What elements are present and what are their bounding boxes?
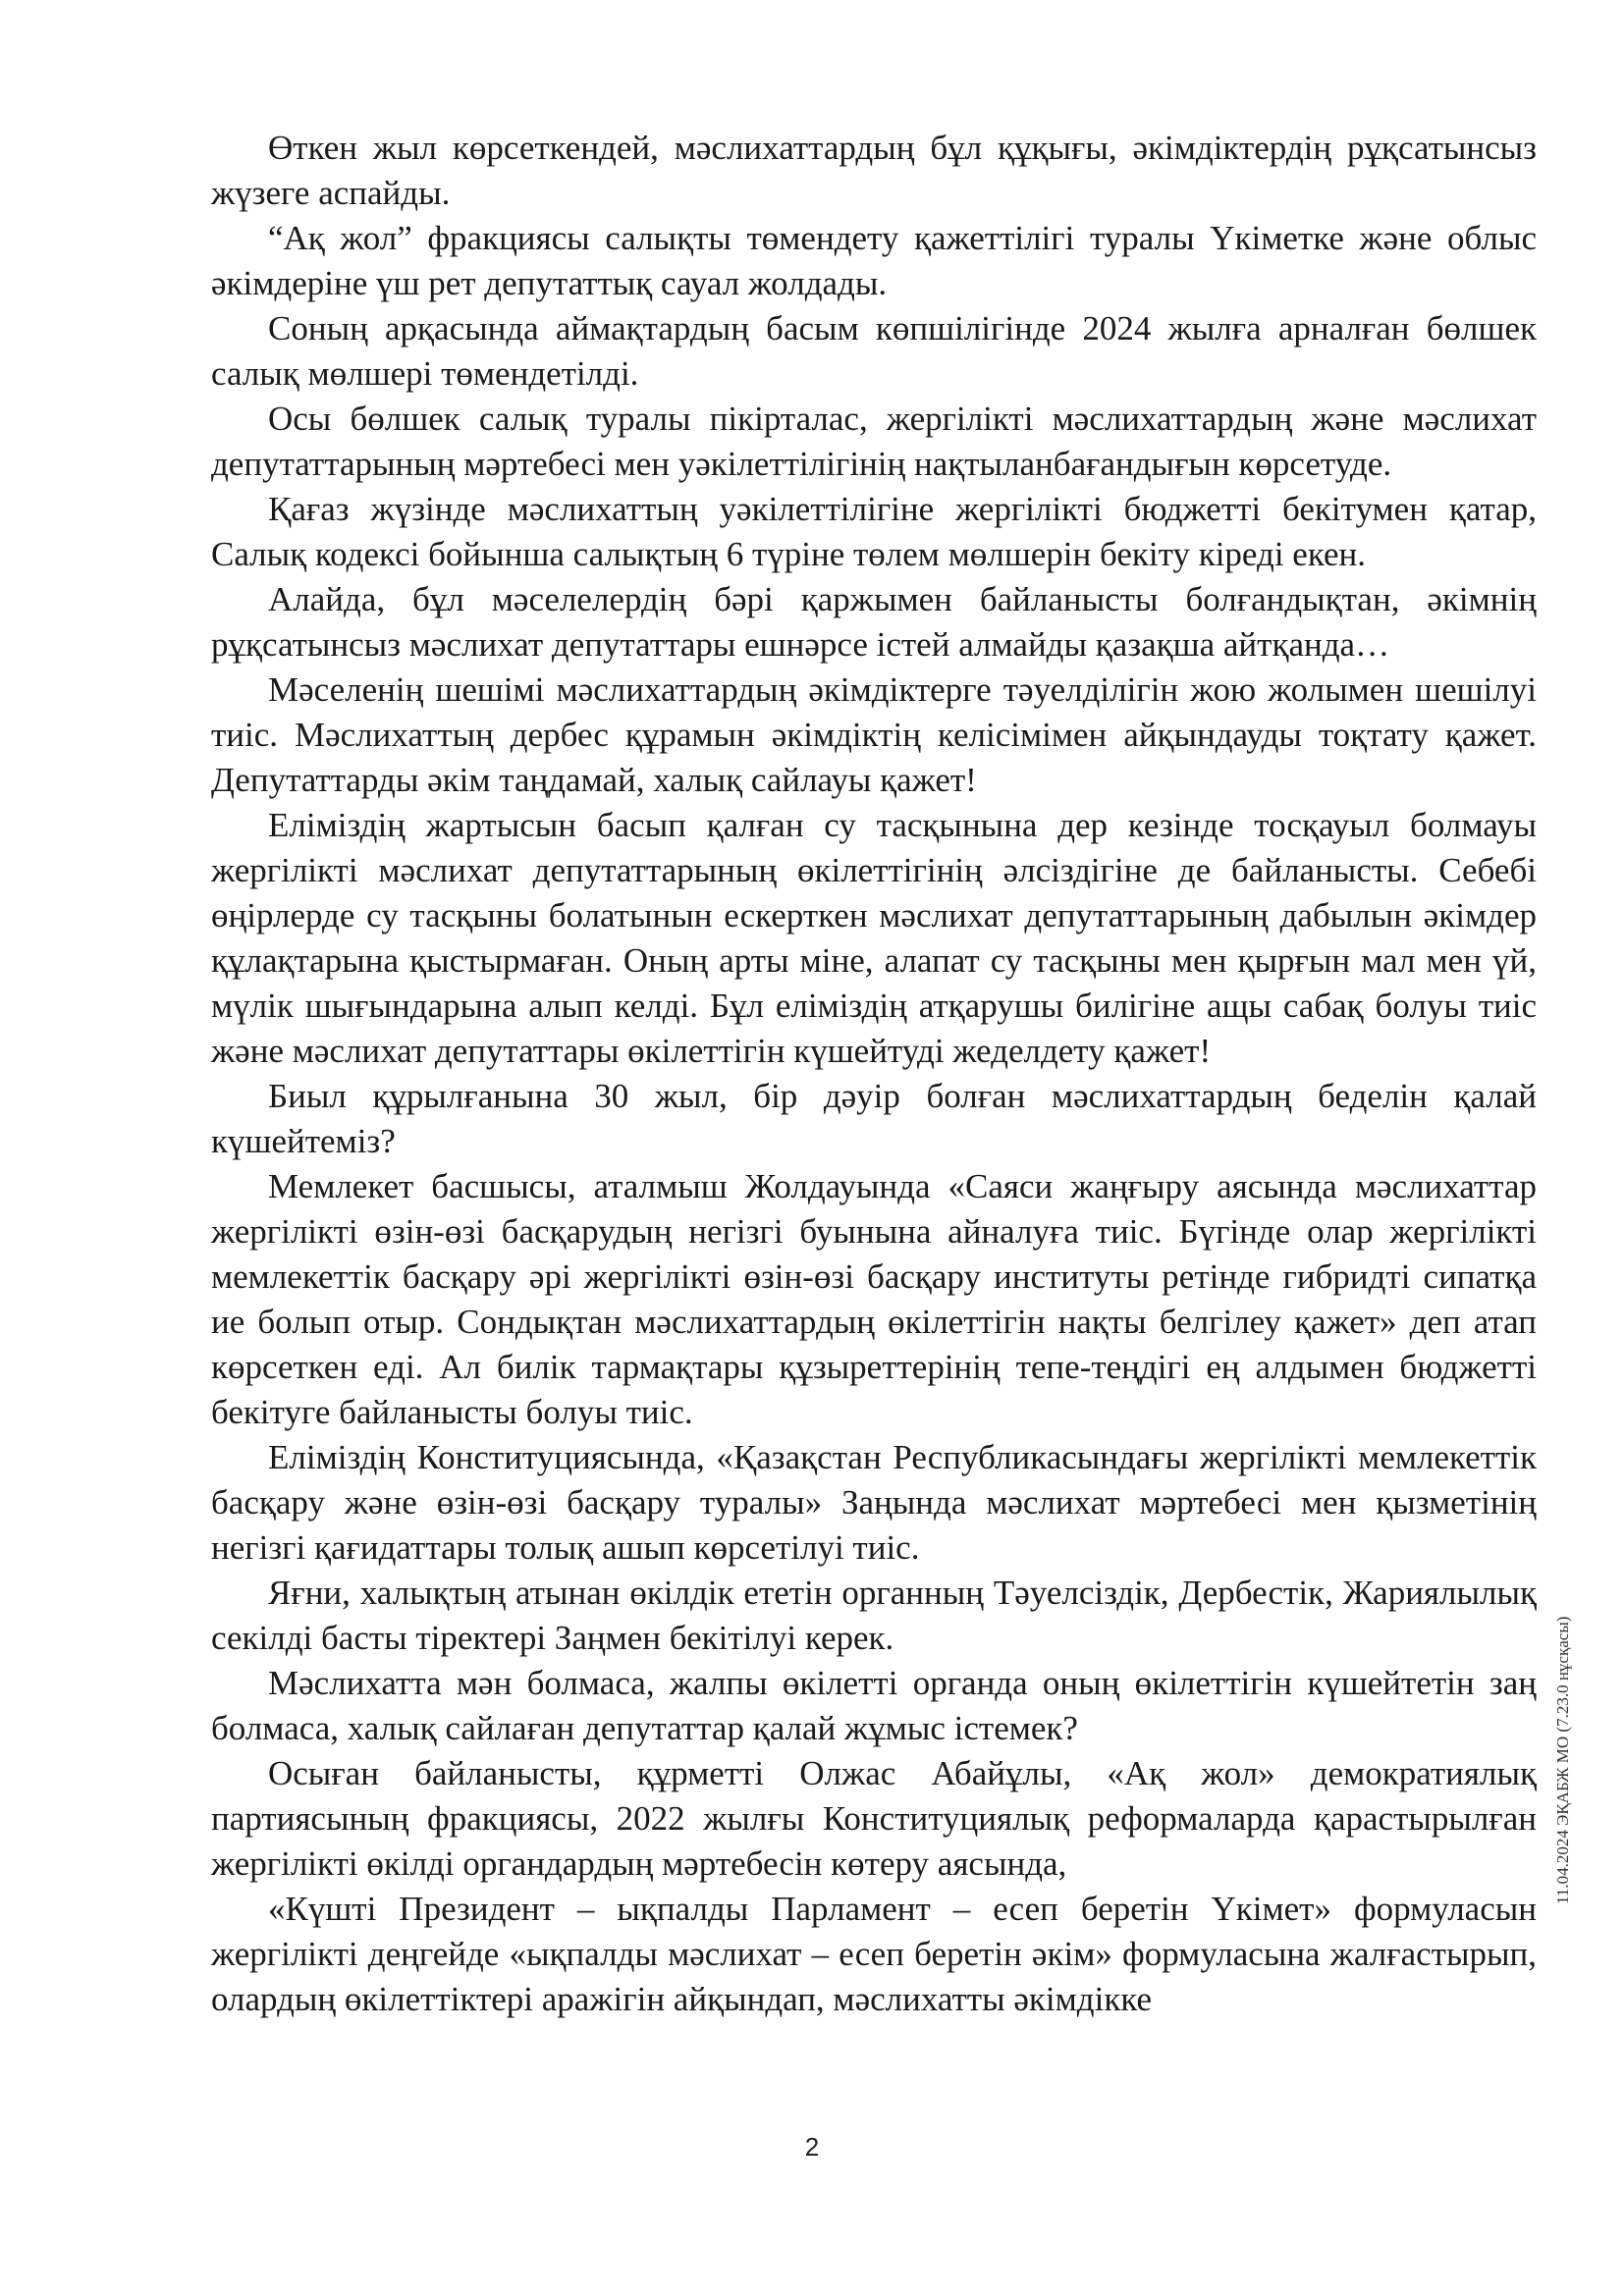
paragraph: «Күшті Президент – ықпалды Парламент – есеп беретін Үкімет» формуласын жергілікті деңгейде «ықпалды мәслихат – есеп беретін әкім» формуласына жалғастырып, олардың өкілеттіктері аражігін айқындап, мәслихатты әкімдікке <box>211 1890 1537 2018</box>
document-stamp: 11.04.2024 ЭҚАБЖ МО (7.23.0 нұсқасы) <box>1553 1616 1572 1904</box>
paragraph: Яғни, халықтың атынан өкілдік ететін органның Тәуелсіздік, Дербестік, Жариялылық секілді басты тіректері Заңмен бекітілуі керек. <box>211 1574 1537 1657</box>
paragraph: Соның арқасында аймақтардың басым көпшілігінде 2024 жылға арналған бөлшек салық мөлшері төмендетілді. <box>211 309 1537 393</box>
paragraph: Еліміздің Конституциясында, «Қазақстан Республикасындағы жергілікті мемлекеттік басқару және өзін-өзі басқару туралы» Заңында мәслихат мәртебесі мен қызметінің негізгі қағидаттары толық ашып көрсетілуі тиіс. <box>211 1438 1537 1567</box>
paragraph: “Ақ жол” фракциясы салықты төмендету қажеттілігі туралы Үкіметке және облыс әкімдеріне үш рет депутаттық сауал жолдады. <box>211 219 1537 302</box>
paragraph: Биыл құрылғанына 30 жыл, бір дәуір болған мәслихаттардың беделін қалай күшейтеміз? <box>211 1077 1537 1160</box>
paragraph: Осы бөлшек салық туралы пікірталас, жергілікті мәслихаттардың және мәслихат депутаттарының мәртебесі мен уәкілеттілігінің нақтыланбағандығын көрсетуде. <box>211 400 1537 483</box>
paragraph: Мемлекет басшысы, аталмыш Жолдауында «Саяси жаңғыру аясында мәслихаттар жергілікті өзін-өзі басқарудың негізгі буынына айналуға тиіс. Бүгінде олар жергілікті мемлекеттік басқару әрі жергілікті өзін-өзі басқару институты ретінде гибридті сипатқа ие болып отыр. Сондықтан мәслихаттардың өкілеттігін нақты белгілеу қажет» деп атап көрсеткен еді. Ал билік тармақтары құзыреттерінің тепе-теңдігі ең алдымен бюджетті бекітуге байланысты болуы тиіс. <box>211 1167 1537 1431</box>
paragraph: Алайда, бұл мәселелердің бәрі қаржымен байланысты болғандықтан, әкімнің рұқсатынсыз мәслихат депутаттары ешнәрсе істей алмайды қазақша айтқанда… <box>211 580 1537 664</box>
paragraph: Қағаз жүзінде мәслихаттың уәкілеттілігіне жергілікті бюджетті бекітумен қатар, Салық кодексі бойынша салықтың 6 түріне төлем мөлшерін бекіту кіреді екен. <box>211 490 1537 573</box>
paragraph: Мәслихатта мән болмаса, жалпы өкілетті органда оның өкілеттігін күшейтетін заң болмаса, халық сайлаған депутаттар қалай жұмыс істемек? <box>211 1664 1537 1747</box>
paragraph: Мәселенің шешімі мәслихаттардың әкімдіктерге тәуелділігін жою жолымен шешілуі тиіс. Мәслихаттың дербес құрамын әкімдіктің келісімімен айқындауды тоқтату қажет. Депутаттарды әкім таңдамай, халық сайлауы қажет! <box>211 670 1537 799</box>
paragraph: Еліміздің жартысын басып қалған су тасқынына дер кезінде тосқауыл болмауы жергілікті мәслихат депутаттарының өкілеттігінің әлсіздігіне де байланысты. Себебі өңірлерде су тасқыны болатынын ескерткен мәслихат депутаттарының дабылын әкімдер құлақтарына қыстырмаған. Оның арты міне, алапат су тасқыны мен қырғын мал мен үй, мүлік шығындарына алып келді. Бұл еліміздің атқарушы билігіне ащы сабақ болуы тиіс және мәслихат депутаттары өкілеттігін күшейтуді жеделдету қажет! <box>211 806 1537 1070</box>
paragraph: Осыған байланысты, құрметті Олжас Абайұлы, «Ақ жол» демократиялық партиясының фракциясы, 2022 жылғы Конституциялық реформаларда қарастырылған жергілікті өкілді органдардың мәртебесін көтеру аясында, <box>211 1754 1537 1883</box>
document-body <box>211 126 1537 2022</box>
paragraph: Өткен жыл көрсеткендей, мәслихаттардың бұл құқығы, әкімдіктердің рұқсатынсыз жүзеге аспайды. <box>211 129 1537 212</box>
page-number: 2 <box>804 2132 820 2162</box>
